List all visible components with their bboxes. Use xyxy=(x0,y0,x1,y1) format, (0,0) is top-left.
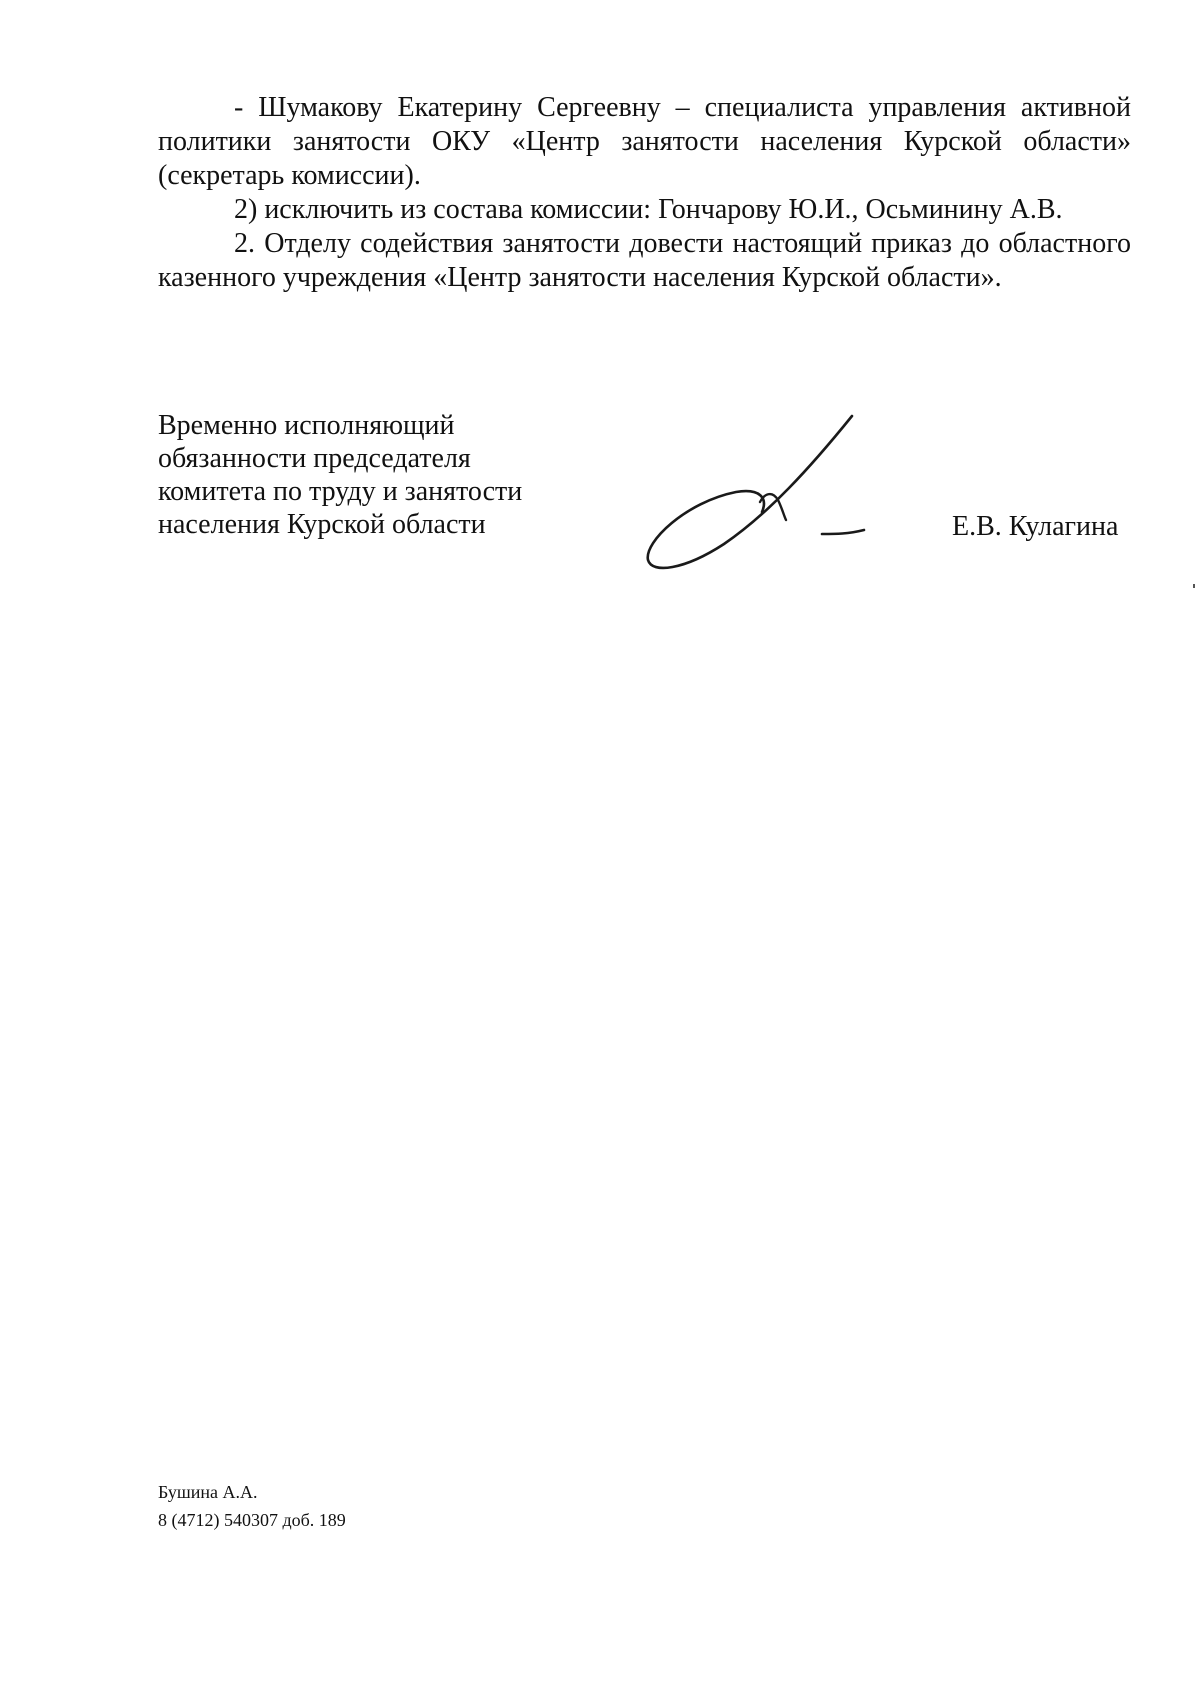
scan-speck xyxy=(1193,584,1195,588)
executor-name: Бушина А.А. xyxy=(158,1482,258,1502)
paragraph-exclude-members: 2) исключить из состава комиссии: Гончарову Ю.И., Осьминину А.В. xyxy=(234,194,1063,225)
position-line: обязанности председателя xyxy=(158,443,471,474)
signer-name: Е.В. Кулагина xyxy=(952,511,1119,542)
position-line: населения Курской области xyxy=(158,509,486,540)
paragraph-secretary: - Шумакову Екатерину Сергеевну – специалиста управления активной политики занятости ОКУ «Центр занятости населения Курской области» (секретарь комиссии). xyxy=(158,92,1131,191)
position-line: комитета по труду и занятости xyxy=(158,476,523,507)
position-line: Временно исполняющий xyxy=(158,410,455,441)
executor-phone: 8 (4712) 540307 доб. 189 xyxy=(158,1510,346,1530)
document-body xyxy=(158,91,1131,295)
executor-info xyxy=(158,1478,346,1534)
signatory-position xyxy=(158,409,578,541)
paragraph-department-order: 2. Отделу содействия занятости довести настоящий приказ до областного казенного учреждения «Центр занятости населения Курской области». xyxy=(158,228,1131,293)
handwritten-signature-icon xyxy=(640,410,880,580)
